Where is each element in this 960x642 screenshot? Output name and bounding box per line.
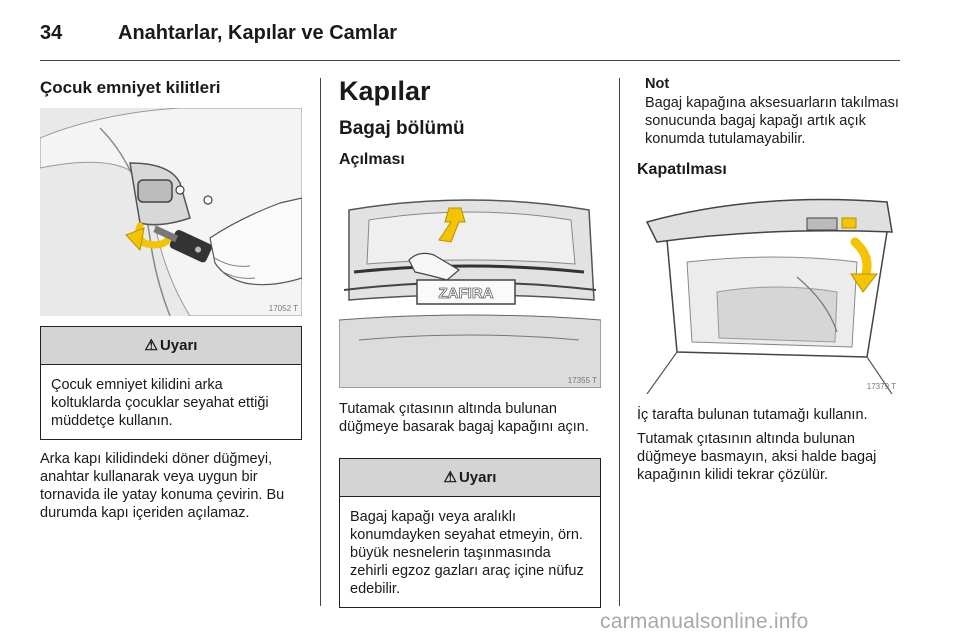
warning-title: Uyarı <box>458 469 497 486</box>
warning-header <box>340 459 600 497</box>
tailgate-opening-illustration <box>339 180 601 388</box>
license-plate-text: ZAFIRA <box>438 285 494 302</box>
running-title: Anahtarlar, Kapılar ve Camlar <box>118 22 398 44</box>
paragraph-closing-handle: İç tarafta bulunan tutamağı kullanın. <box>637 407 868 423</box>
figure-code: 17355 T <box>567 376 597 385</box>
watermark: carmanualsonline.info <box>600 610 809 633</box>
header-rule <box>40 60 900 61</box>
subheading-luggage-compartment: Bagaj bölümü <box>339 118 465 139</box>
section-heading-child-locks: Çocuk emniyet kilitleri <box>40 78 221 97</box>
warning-header <box>41 327 301 365</box>
note-text: Bagaj kapağına aksesuarların takılması sonucunda bagaj kapağı artık açık konumda tutulamayabilir. <box>645 95 899 147</box>
child-lock-illustration <box>40 108 302 316</box>
column-divider-left <box>320 78 321 606</box>
warning-box-child-lock <box>40 326 302 440</box>
figure-code: 17052 T <box>268 304 298 313</box>
paragraph-opening-instructions: Tutamak çıtasının altında bulunan düğmeye basarak bagaj kapağını açın. <box>339 401 589 435</box>
subheading-opening: Açılması <box>339 151 405 168</box>
column-divider-right <box>619 78 620 606</box>
tailgate-closing-illustration <box>637 182 900 394</box>
page-number: 34 <box>40 22 63 44</box>
section-heading-doors: Kapılar <box>339 76 431 106</box>
warning-triangle-icon: ⚠ <box>443 469 457 486</box>
figure-tailgate-opening <box>339 180 601 388</box>
warning-title: Uyarı <box>159 337 198 354</box>
warning-text: Bagaj kapağı veya aralıklı konumdayken seyahat etmeyin, örn. büyük nesnelerin taşınmasında zehirli egzoz gazları araç içine nüfuz edebilir. <box>350 509 584 597</box>
warning-box-tailgate <box>339 458 601 608</box>
paragraph-child-lock-instructions: Arka kapı kilidindeki döner düğmeyi, anahtar kullanarak veya uygun bir tornavida ile yatay konuma çevirin. Bu durumda kapı içeriden açılamaz. <box>40 451 285 521</box>
paragraph-closing-warning: Tutamak çıtasının altında bulunan düğmeye basmayın, aksi halde bagaj kapağının kilidi tekrar çözülür. <box>637 431 877 483</box>
figure-code: 17379 T <box>866 382 896 391</box>
figure-tailgate-closing <box>637 182 900 394</box>
warning-text: Çocuk emniyet kilidini arka koltuklarda çocuklar seyahat ettiği müddetçe kullanın. <box>51 377 269 429</box>
note-title: Not <box>645 76 670 92</box>
warning-triangle-icon: ⚠ <box>144 337 158 354</box>
subheading-closing: Kapatılması <box>637 161 727 178</box>
figure-child-lock <box>40 108 302 316</box>
